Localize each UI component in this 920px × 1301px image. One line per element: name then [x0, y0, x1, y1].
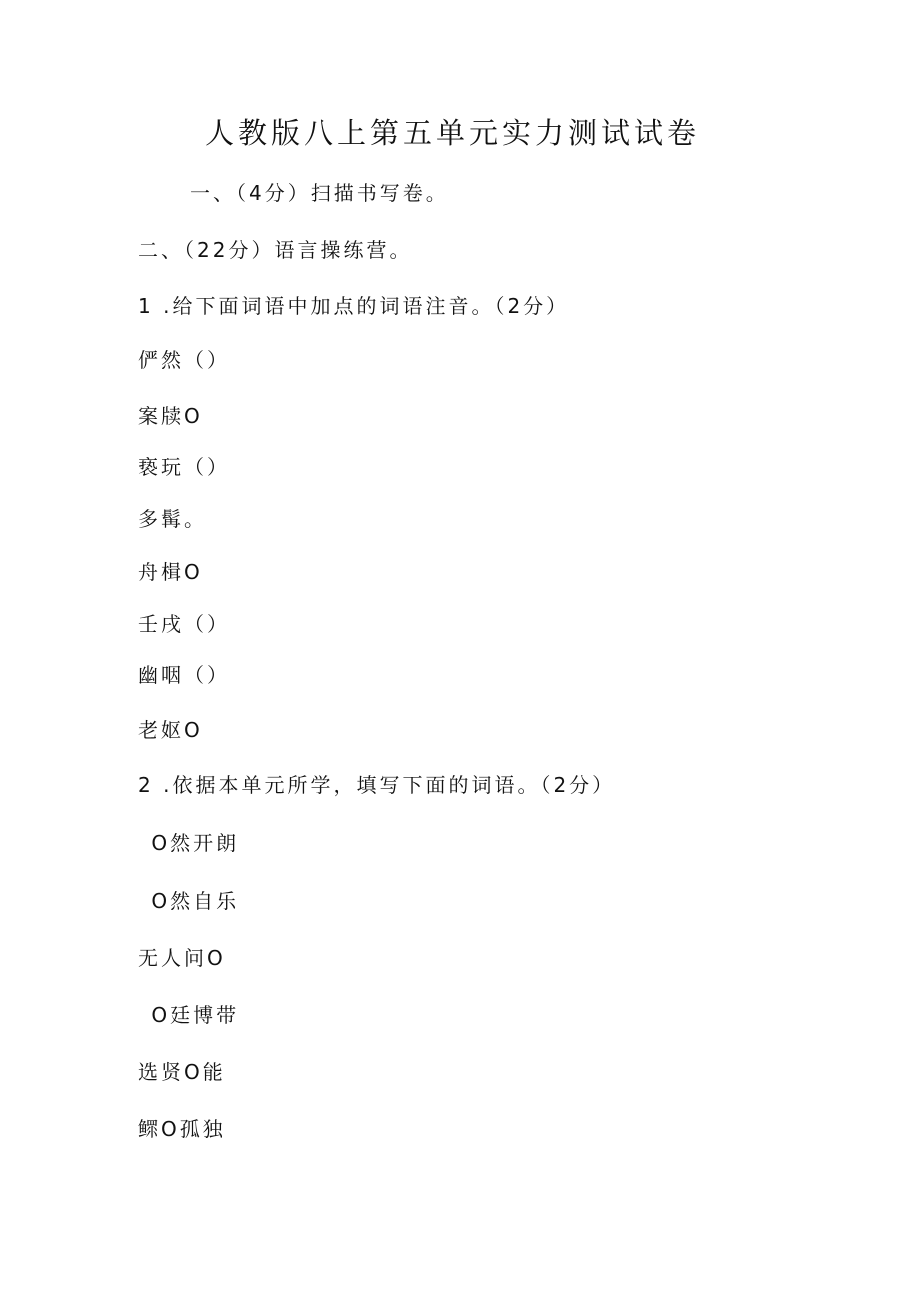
list-item: 无人问O [138, 946, 226, 970]
section-1-heading: 一、（4分）扫描书写卷。 [190, 181, 449, 205]
list-item: O然开朗 [142, 831, 240, 855]
question-1-prompt: 1 .给下面词语中加点的词语注音。（2分） [138, 294, 570, 318]
document-title: 人教版八上第五单元实力测试试卷 [205, 116, 701, 150]
list-item: 壬戌（） [138, 612, 230, 636]
question-2-prompt: 2 .依据本单元所学，填写下面的词语。（2分） [138, 773, 616, 797]
list-item: 鳏O孤独 [138, 1117, 226, 1141]
list-item: O然自乐 [142, 889, 240, 913]
section-2-heading: 二、（22分）语言操练营。 [138, 238, 413, 262]
list-item: 幽咽（） [138, 663, 230, 687]
list-item: 选贤O能 [138, 1060, 226, 1084]
list-item: 案牍O [138, 404, 203, 428]
list-item: 多髯。 [138, 507, 207, 531]
list-item: 亵玩（） [138, 455, 230, 479]
list-item: O廷博带 [142, 1003, 240, 1027]
list-item: 老妪O [138, 718, 203, 742]
list-item: 舟楫O [138, 560, 203, 584]
list-item: 俨然（） [138, 348, 230, 372]
